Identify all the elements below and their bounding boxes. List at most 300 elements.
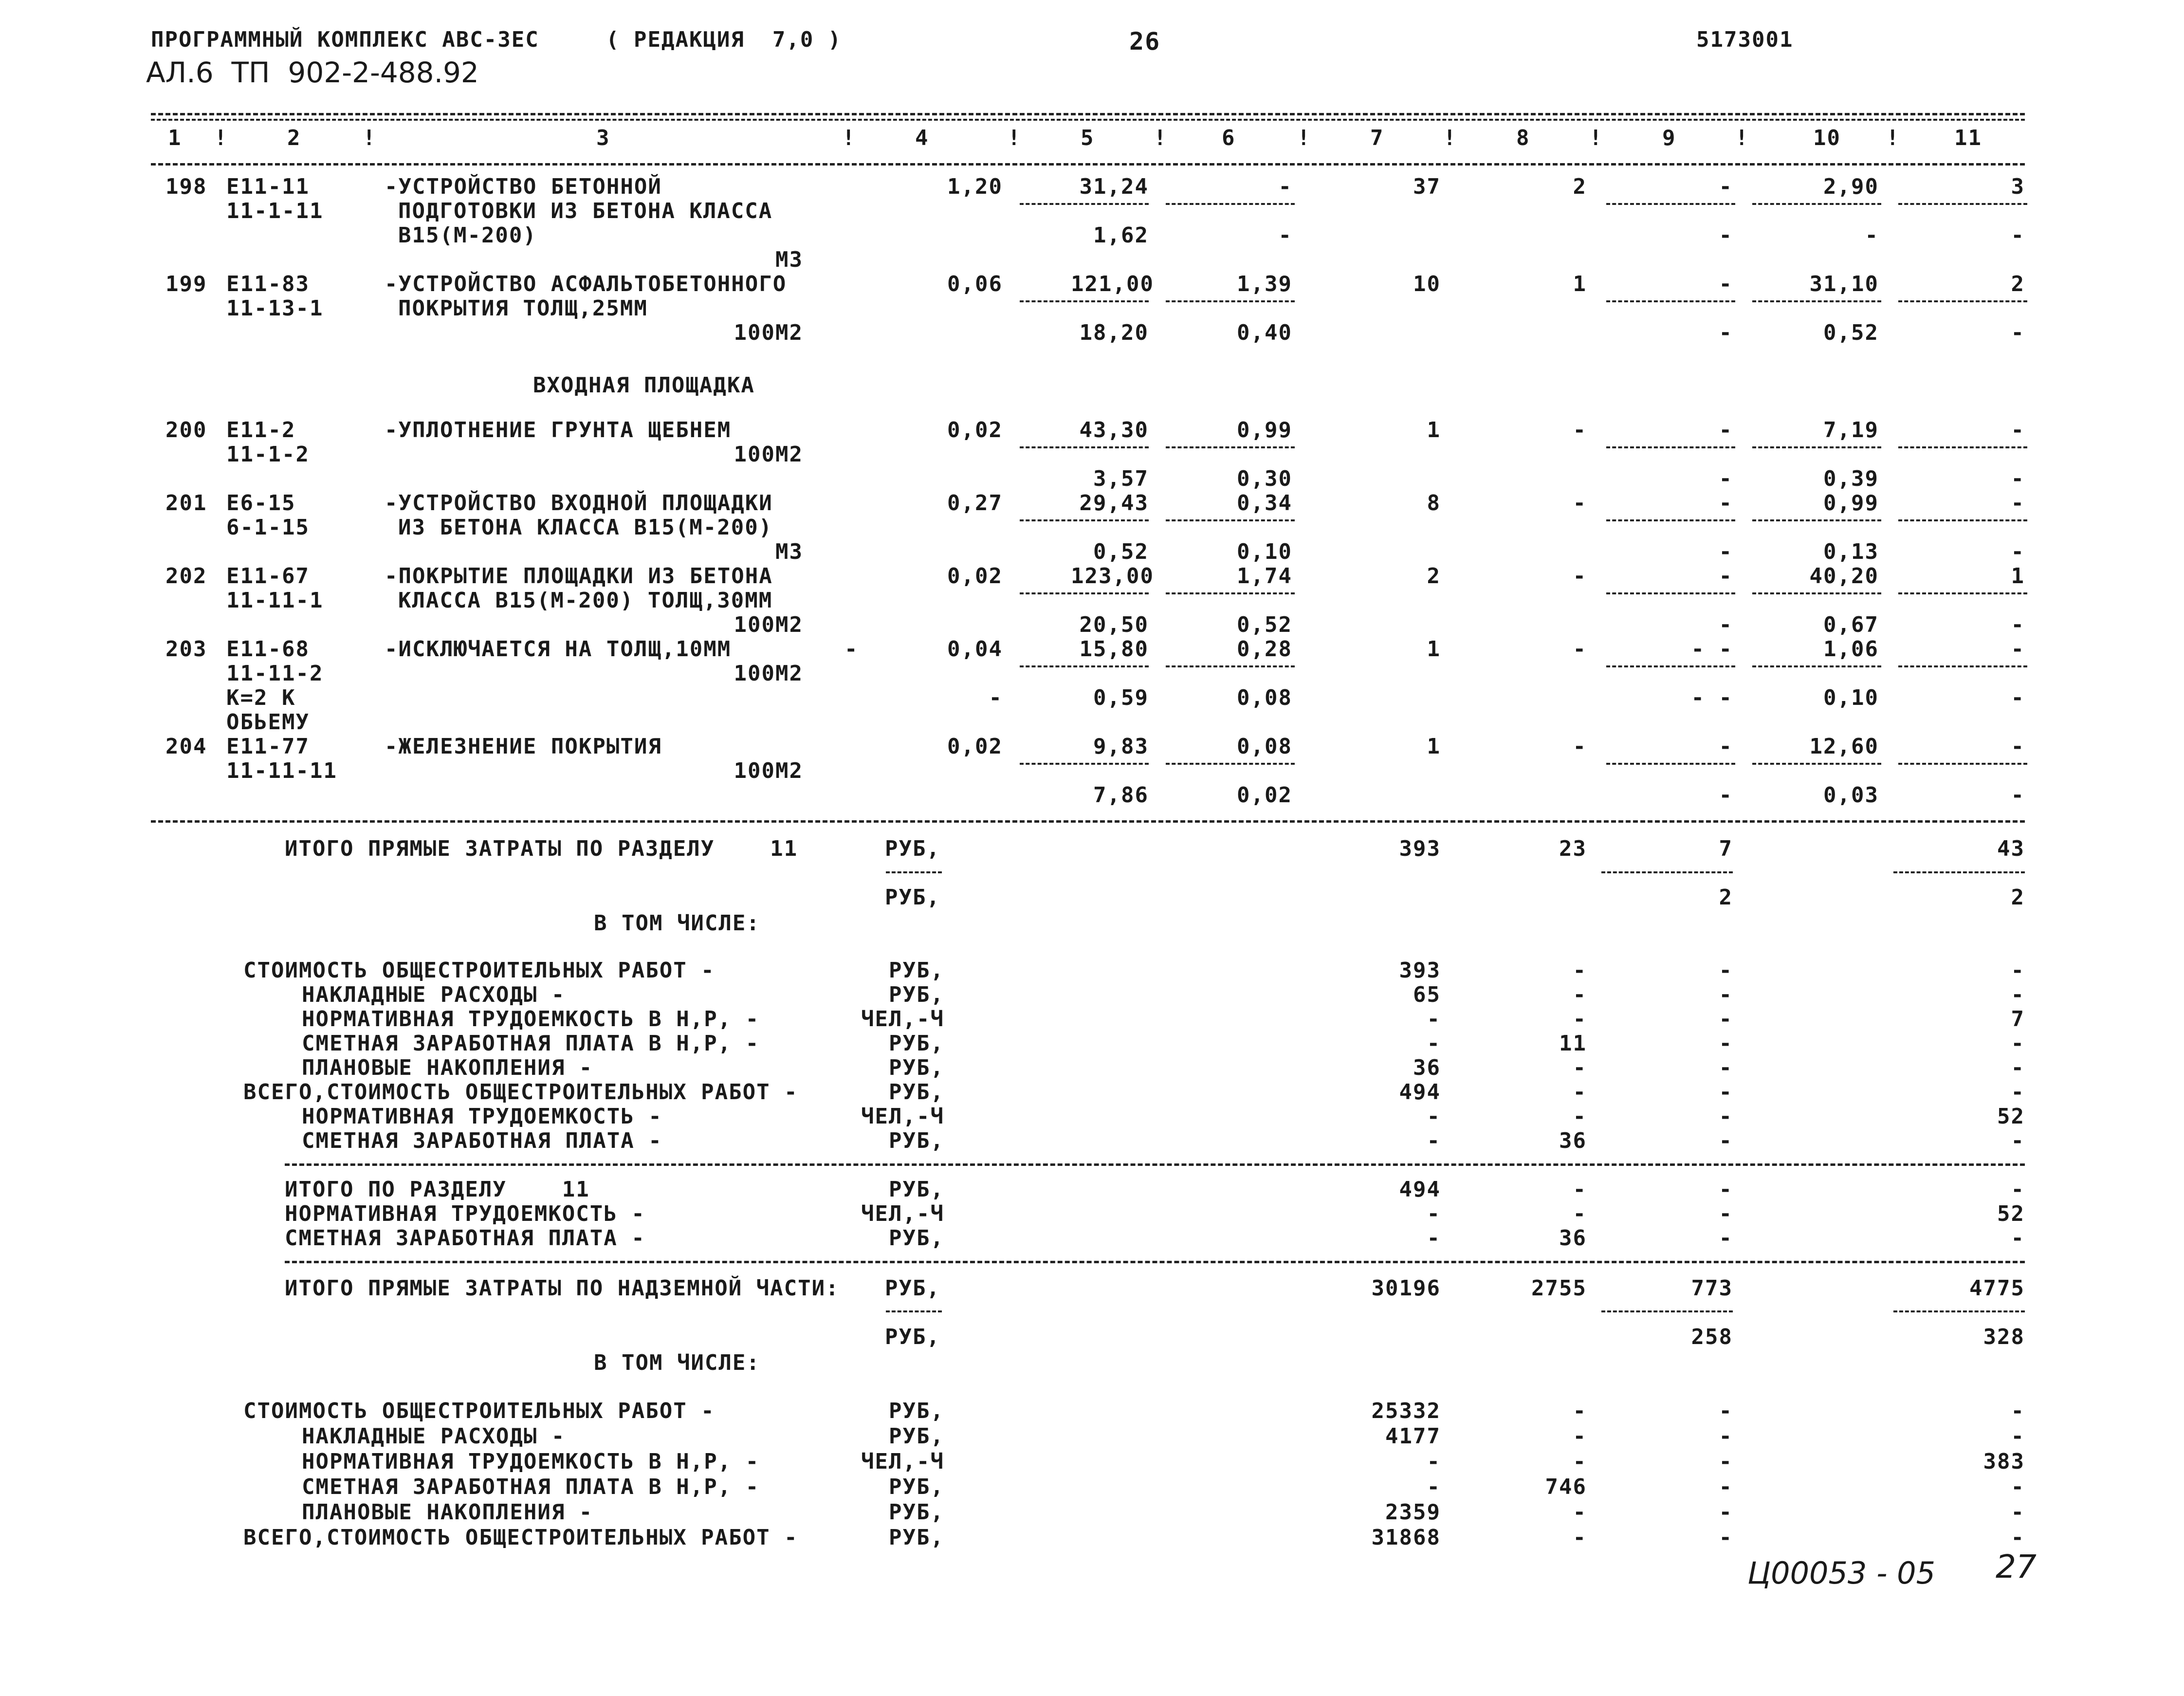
column-separator: !	[842, 126, 856, 150]
summary-col7: -	[1427, 1007, 1441, 1032]
item-col5: 9,83	[1093, 734, 1149, 759]
summary-col7: -	[1427, 1104, 1441, 1129]
item-sub-rule	[1898, 203, 2027, 205]
column-separator: !	[1735, 126, 1749, 150]
item-col8: 1	[1573, 272, 1587, 296]
above-ground-total-label: ИТОГО ПРЯМЫЕ ЗАТРАТЫ ПО НАДЗЕМНОЙ ЧАСТИ:	[285, 1276, 840, 1301]
item-sub-rule	[1020, 519, 1149, 521]
column-header-10: 10	[1813, 126, 1841, 150]
item-col8: -	[1573, 491, 1587, 516]
item-description: -УСТРОЙСТВО ВХОДНОЙ ПЛОЩАДКИ	[385, 491, 773, 516]
column-header-7: 7	[1370, 126, 1384, 150]
item-col5-b: 0,59	[1093, 685, 1149, 710]
item-col6-b: 0,52	[1237, 612, 1292, 637]
item-col11-b: -	[2011, 466, 2025, 491]
item-unit: 100М2	[734, 758, 803, 783]
item-col11-b: -	[2011, 783, 2025, 808]
summary-col11: -	[2011, 1226, 2025, 1251]
item-col10-b: 0,67	[1823, 612, 1879, 637]
column-header-5: 5	[1081, 126, 1095, 150]
item-col6: 1,39	[1237, 272, 1292, 296]
item-sub-rule	[1020, 592, 1149, 594]
item-code: 11-1-2	[226, 442, 310, 467]
summary-col11: -	[2011, 1055, 2025, 1080]
header-rule-top-2	[151, 119, 2025, 121]
column-separator: !	[1886, 126, 1900, 150]
summary-label: НАКЛАДНЫЕ РАСХОДЫ -	[302, 982, 566, 1007]
item-col11: -	[2011, 418, 2025, 442]
summary-label: НАКЛАДНЫЕ РАСХОДЫ -	[302, 1424, 566, 1449]
column-header-6: 6	[1222, 126, 1236, 150]
item-col10-b: 0,39	[1823, 466, 1879, 491]
summary-col7: 36	[1413, 1055, 1441, 1080]
above-ground-total-col11: 4775	[1969, 1276, 2025, 1301]
summary-unit: РУБ,	[889, 1226, 944, 1251]
summary-unit: ЧЕЛ,-Ч	[861, 1104, 944, 1129]
item-sub-rule	[1020, 300, 1149, 302]
item-unit: 100М2	[734, 442, 803, 467]
item-number: 201	[165, 491, 207, 516]
item-col9-b: - -	[1691, 685, 1733, 710]
item-col6: 0,34	[1237, 491, 1292, 516]
item-col10: 7,19	[1823, 418, 1879, 442]
above-ground-total-col9-b: 258	[1691, 1325, 1733, 1349]
summary-label: НОРМАТИВНАЯ ТРУДОЕМКОСТЬ -	[302, 1104, 662, 1129]
summary-col8: -	[1573, 1080, 1587, 1105]
summary-col11: 7	[2011, 1007, 2025, 1032]
summary-col7: 494	[1399, 1080, 1441, 1105]
summary-col11: 52	[1997, 1201, 2025, 1226]
item-col11: 2	[2011, 272, 2025, 296]
item-col6-b: 0,40	[1237, 320, 1292, 345]
summary-col11: -	[2011, 1177, 2025, 1202]
item-col9: -	[1719, 734, 1733, 759]
item-sub-rule	[1606, 592, 1735, 594]
summary-unit: РУБ,	[889, 1080, 944, 1105]
item-code: Е6-15	[226, 491, 296, 516]
item-col11-b: -	[2011, 685, 2025, 710]
item-col4: 0,06	[947, 272, 1003, 296]
summary-col11: 383	[1983, 1449, 2025, 1474]
summary-label: ПЛАНОВЫЕ НАКОПЛЕНИЯ -	[302, 1055, 593, 1080]
section-total-col9-b: 2	[1719, 885, 1733, 910]
header-rule-top	[151, 113, 2025, 115]
item-col9-b: -	[1719, 466, 1733, 491]
summary-col9: -	[1719, 1424, 1733, 1449]
item-col5-b: 20,50	[1079, 612, 1149, 637]
item-description: В15(М-200)	[398, 223, 537, 248]
summary-col8: -	[1573, 1104, 1587, 1129]
above-ground-total-col11-b: 328	[1983, 1325, 2025, 1349]
item-col9: -	[1719, 272, 1733, 296]
above-ground-total-col7: 30196	[1371, 1276, 1441, 1301]
item-col11-b: -	[2011, 612, 2025, 637]
item-col6: 0,99	[1237, 418, 1292, 442]
item-sub-rule	[1752, 592, 1881, 594]
column-separator: !	[214, 126, 228, 150]
footer-document-code: Ц00053 - 05	[1747, 1555, 1936, 1591]
item-number: 198	[165, 174, 207, 199]
item-unit: М3	[775, 247, 803, 272]
item-col6-b: 0,30	[1237, 466, 1292, 491]
item-sub-rule	[1606, 763, 1735, 765]
item-col10: 0,99	[1823, 491, 1879, 516]
summary-col9: -	[1719, 1525, 1733, 1550]
summary-unit: РУБ,	[889, 958, 944, 983]
above-ground-unit-rule	[886, 1310, 942, 1312]
revision-label: ( РЕДАКЦИЯ 7,0 )	[606, 27, 842, 52]
item-unit: М3	[775, 539, 803, 564]
item-sub-rule	[1606, 665, 1735, 667]
summary-col9: -	[1719, 1007, 1733, 1032]
summary-col9: -	[1719, 1080, 1733, 1105]
item-col11-b: -	[2011, 320, 2025, 345]
item-col10: 31,10	[1809, 272, 1879, 296]
item-sub-rule	[1898, 446, 2027, 448]
item-description: -УСТРОЙСТВО БЕТОННОЙ	[385, 174, 662, 199]
item-col6: -	[1278, 174, 1292, 199]
summary-col8: -	[1573, 1201, 1587, 1226]
item-code: 11-1-11	[226, 199, 324, 223]
item-col7: 2	[1427, 564, 1441, 589]
summary-label: СТОИМОСТЬ ОБЩЕСТРОИТЕЛЬНЫХ РАБОТ -	[243, 958, 715, 983]
header-rule-bottom	[151, 163, 2025, 166]
summary-col7: 4177	[1385, 1424, 1441, 1449]
summary-col8: -	[1573, 1177, 1587, 1202]
summary-col9: -	[1719, 1226, 1733, 1251]
item-code: Е11-77	[226, 734, 310, 759]
item-sub-rule	[1166, 665, 1295, 667]
item-col11-b: -	[2011, 539, 2025, 564]
item-col11: -	[2011, 637, 2025, 662]
section-total-col11-rule	[1893, 871, 2025, 873]
summary-col11: -	[2011, 1128, 2025, 1153]
item-col11: 1	[2011, 564, 2025, 589]
item-col7: 1	[1427, 734, 1441, 759]
summary-col7: -	[1427, 1226, 1441, 1251]
summary-col8: 746	[1545, 1475, 1587, 1499]
item-description: КЛАССА В15(М-200) ТОЛЩ,30ММ	[398, 588, 773, 613]
project-number: АЛ.6 ТП 902-2-488.92	[146, 56, 479, 89]
item-col6: 1,74	[1237, 564, 1292, 589]
item-description: -ПОКРЫТИЕ ПЛОЩАДКИ ИЗ БЕТОНА	[385, 564, 773, 589]
item-col8: -	[1573, 564, 1587, 589]
summary-col8: -	[1573, 1007, 1587, 1032]
summary-col11: -	[2011, 1500, 2025, 1525]
item-col9: -	[1719, 418, 1733, 442]
item-col4: 0,27	[947, 491, 1003, 516]
item-col5: 121,00	[1071, 272, 1154, 296]
summary-label: НОРМАТИВНАЯ ТРУДОЕМКОСТЬ В Н,Р, -	[302, 1007, 760, 1032]
summary-col8: -	[1573, 982, 1587, 1007]
above-ground-rule	[285, 1261, 2025, 1263]
item-sub-rule	[1606, 300, 1735, 302]
summary-col9: -	[1719, 1399, 1733, 1423]
section-total-unit: РУБ,	[885, 836, 940, 861]
item-code: 11-11-11	[226, 758, 337, 783]
item-col9: -	[1719, 174, 1733, 199]
summary-label: ИТОГО ПО РАЗДЕЛУ 11	[285, 1177, 590, 1202]
summary-label: НОРМАТИВНАЯ ТРУДОЕМКОСТЬ -	[285, 1201, 645, 1226]
item-sub-rule	[1020, 203, 1149, 205]
summary-col9: -	[1719, 1055, 1733, 1080]
summary-col9: -	[1719, 1031, 1733, 1056]
item-col8: -	[1573, 418, 1587, 442]
item-sub-rule	[1606, 519, 1735, 521]
column-separator: !	[1589, 126, 1603, 150]
item-number: 199	[165, 272, 207, 296]
summary-col7: -	[1427, 1128, 1441, 1153]
column-separator: !	[363, 126, 377, 150]
item-col10-b: 0,10	[1823, 685, 1879, 710]
item-col9-b: -	[1719, 320, 1733, 345]
item-col4: 0,02	[947, 734, 1003, 759]
section-total-label: ИТОГО ПРЯМЫЕ ЗАТРАТЫ ПО РАЗДЕЛУ 11	[285, 836, 798, 861]
item-minus-mark: -	[844, 637, 859, 662]
summary-col11: -	[2011, 1475, 2025, 1499]
program-title: ПРОГРАММНЫЙ КОМПЛЕКС АВС-3ЕС	[151, 27, 539, 52]
item-sub-rule	[1898, 592, 2027, 594]
item-col4-b: -	[989, 685, 1003, 710]
summary-unit: РУБ,	[889, 1424, 944, 1449]
column-header-2: 2	[287, 126, 301, 150]
item-col10-b: 0,52	[1823, 320, 1879, 345]
item-sub-rule	[1752, 300, 1881, 302]
summary-unit: РУБ,	[889, 1055, 944, 1080]
summary-col9: -	[1719, 982, 1733, 1007]
summary-col11: 52	[1997, 1104, 2025, 1129]
summary-label: СМЕТНАЯ ЗАРАБОТНАЯ ПЛАТА -	[302, 1128, 662, 1153]
section-total-col11: 43	[1997, 836, 2025, 861]
item-col9: - -	[1691, 637, 1733, 662]
summary-label: СМЕТНАЯ ЗАРАБОТНАЯ ПЛАТА -	[285, 1226, 645, 1251]
item-col6-b: 0,02	[1237, 783, 1292, 808]
item-description: ПОКРЫТИЯ ТОЛЩ,25ММ	[398, 296, 648, 321]
summary-unit: ЧЕЛ,-Ч	[861, 1449, 944, 1474]
summary-label: НОРМАТИВНАЯ ТРУДОЕМКОСТЬ В Н,Р, -	[302, 1449, 760, 1474]
item-col6-b: 0,10	[1237, 539, 1292, 564]
item-col6: 0,08	[1237, 734, 1292, 759]
item-sub-rule	[1166, 203, 1295, 205]
item-col10: 12,60	[1809, 734, 1879, 759]
item-col10: 2,90	[1823, 174, 1879, 199]
item-sub-rule	[1166, 446, 1295, 448]
above-ground-total-unit: РУБ,	[885, 1276, 940, 1301]
above-ground-col9-rule	[1601, 1310, 1733, 1312]
item-col10-b: 0,13	[1823, 539, 1879, 564]
item-col8: -	[1573, 734, 1587, 759]
above-ground-total-unit-2: РУБ,	[885, 1325, 940, 1349]
item-col10: 1,06	[1823, 637, 1879, 662]
section-total-rule	[151, 820, 2025, 823]
summary-label: СТОИМОСТЬ ОБЩЕСТРОИТЕЛЬНЫХ РАБОТ -	[243, 1399, 715, 1423]
column-separator: !	[1154, 126, 1168, 150]
item-unit: 100М2	[734, 320, 803, 345]
section-total-col9: 7	[1719, 836, 1733, 861]
item-sub-rule	[1752, 446, 1881, 448]
item-description: -ИСКЛЮЧАЕТСЯ НА ТОЛЩ,10ММ	[385, 637, 732, 662]
item-col10-b: 0,03	[1823, 783, 1879, 808]
item-col7: 10	[1413, 272, 1441, 296]
summary-col7: -	[1427, 1031, 1441, 1056]
column-separator: !	[1443, 126, 1457, 150]
summary-col11: -	[2011, 958, 2025, 983]
summary-unit: ЧЕЛ,-Ч	[861, 1007, 944, 1032]
summary-col8: -	[1573, 1399, 1587, 1423]
item-code: 11-11-1	[226, 588, 324, 613]
item-col5: 29,43	[1079, 491, 1149, 516]
item-col6-b: 0,08	[1237, 685, 1292, 710]
summary-col7: 65	[1413, 982, 1441, 1007]
item-sub-rule	[1752, 665, 1881, 667]
item-col9: -	[1719, 564, 1733, 589]
item-sub-rule	[1166, 519, 1295, 521]
item-sub-rule	[1898, 763, 2027, 765]
item-col5-b: 3,57	[1093, 466, 1149, 491]
item-col4: 0,02	[947, 564, 1003, 589]
summary-col8: -	[1573, 1424, 1587, 1449]
item-col10-b: -	[1865, 223, 1879, 248]
item-code: 11-11-2	[226, 661, 324, 686]
above-ground-total-col9: 773	[1691, 1276, 1733, 1301]
item-sub-rule	[1898, 519, 2027, 521]
item-sub-rule	[1020, 763, 1149, 765]
item-sub-rule	[1020, 665, 1149, 667]
summary-col7: -	[1427, 1449, 1441, 1474]
including-label-2: В ТОМ ЧИСЛЕ:	[594, 1350, 760, 1375]
item-col11-b: -	[2011, 223, 2025, 248]
column-header-3: 3	[596, 126, 610, 150]
item-code: Е11-67	[226, 564, 310, 589]
summary-unit: ЧЕЛ,-Ч	[861, 1201, 944, 1226]
item-number: 202	[165, 564, 207, 589]
footer-sheet-number: 27	[1996, 1548, 2037, 1585]
column-header-4: 4	[915, 126, 929, 150]
document-code: 5173001	[1696, 27, 1794, 52]
item-col5-b: 18,20	[1079, 320, 1149, 345]
section-total-col11-b: 2	[2011, 885, 2025, 910]
section-result-rule	[285, 1163, 2025, 1166]
summary-col8: 36	[1559, 1128, 1587, 1153]
column-header-1: 1	[168, 126, 182, 150]
summary-unit: РУБ,	[889, 1177, 944, 1202]
summary-col8: -	[1573, 1449, 1587, 1474]
item-sub-rule	[1898, 665, 2027, 667]
column-separator: !	[1008, 126, 1022, 150]
summary-col8: -	[1573, 1500, 1587, 1525]
item-sub-rule	[1020, 446, 1149, 448]
item-col8: 2	[1573, 174, 1587, 199]
summary-unit: РУБ,	[889, 982, 944, 1007]
section-total-unit-2: РУБ,	[885, 885, 940, 910]
item-code: Е11-11	[226, 174, 310, 199]
summary-col7: -	[1427, 1201, 1441, 1226]
summary-unit: РУБ,	[889, 1031, 944, 1056]
item-code: ОБЬЕМУ	[226, 710, 310, 735]
item-col7: 8	[1427, 491, 1441, 516]
section-total-col7: 393	[1399, 836, 1441, 861]
item-col9-b: -	[1719, 783, 1733, 808]
item-unit: 100М2	[734, 661, 803, 686]
summary-col7: 31868	[1371, 1525, 1441, 1550]
column-header-11: 11	[1954, 126, 1982, 150]
summary-label: ПЛАНОВЫЕ НАКОПЛЕНИЯ -	[302, 1500, 593, 1525]
item-sub-rule	[1606, 203, 1735, 205]
summary-col8: -	[1573, 1525, 1587, 1550]
item-col7: 1	[1427, 637, 1441, 662]
item-description: -УПЛОТНЕНИЕ ГРУНТА ЩЕБНЕМ	[385, 418, 732, 442]
summary-col8: 11	[1559, 1031, 1587, 1056]
item-unit: 100М2	[734, 612, 803, 637]
item-description: ИЗ БЕТОНА КЛАССА В15(М-200)	[398, 515, 773, 540]
summary-unit: РУБ,	[889, 1475, 944, 1499]
item-col5: 31,24	[1079, 174, 1149, 199]
item-number: 203	[165, 637, 207, 662]
summary-col11: -	[2011, 1031, 2025, 1056]
summary-col9: -	[1719, 1449, 1733, 1474]
item-code: Е11-83	[226, 272, 310, 296]
summary-col9: -	[1719, 1104, 1733, 1129]
summary-col11: -	[2011, 1080, 2025, 1105]
item-col5: 123,00	[1071, 564, 1154, 589]
item-col8: -	[1573, 637, 1587, 662]
item-sub-rule	[1752, 519, 1881, 521]
summary-col7: -	[1427, 1475, 1441, 1499]
item-col11: -	[2011, 491, 2025, 516]
summary-col8: -	[1573, 958, 1587, 983]
item-col7: 1	[1427, 418, 1441, 442]
page-number: 26	[1129, 27, 1161, 55]
item-col5-b: 0,52	[1093, 539, 1149, 564]
section-total-unit-rule	[886, 871, 942, 873]
item-col9: -	[1719, 491, 1733, 516]
item-sub-rule	[1166, 300, 1295, 302]
item-col5-b: 1,62	[1093, 223, 1149, 248]
column-header-8: 8	[1516, 126, 1530, 150]
above-ground-col11-rule	[1893, 1310, 2025, 1312]
summary-col7: 494	[1399, 1177, 1441, 1202]
summary-col7: 393	[1399, 958, 1441, 983]
summary-unit: РУБ,	[889, 1128, 944, 1153]
summary-col7: 2359	[1385, 1500, 1441, 1525]
item-sub-rule	[1606, 446, 1735, 448]
summary-col9: -	[1719, 1500, 1733, 1525]
summary-unit: РУБ,	[889, 1500, 944, 1525]
summary-col11: -	[2011, 1399, 2025, 1423]
item-sub-rule	[1752, 203, 1881, 205]
column-header-9: 9	[1662, 126, 1676, 150]
item-col4: 0,04	[947, 637, 1003, 662]
summary-label: СМЕТНАЯ ЗАРАБОТНАЯ ПЛАТА В Н,Р, -	[302, 1475, 760, 1499]
summary-col9: -	[1719, 1128, 1733, 1153]
column-separator: !	[1297, 126, 1311, 150]
item-col5: 15,80	[1079, 637, 1149, 662]
item-code: Е11-68	[226, 637, 310, 662]
item-col7: 37	[1413, 174, 1441, 199]
item-code: Е11-2	[226, 418, 296, 442]
summary-col9: -	[1719, 1177, 1733, 1202]
summary-col11: -	[2011, 1525, 2025, 1550]
item-description: -УСТРОЙСТВО АСФАЛЬТОБЕТОННОГО	[385, 272, 787, 296]
section-total-col9-rule	[1601, 871, 1733, 873]
item-col9-b: -	[1719, 223, 1733, 248]
summary-col11: -	[2011, 1424, 2025, 1449]
summary-label: ВСЕГО,СТОИМОСТЬ ОБЩЕСТРОИТЕЛЬНЫХ РАБОТ -	[243, 1080, 798, 1105]
item-code: 11-13-1	[226, 296, 324, 321]
summary-col9: -	[1719, 1201, 1733, 1226]
item-sub-rule	[1898, 300, 2027, 302]
item-description: -ЖЕЛЕЗНЕНИЕ ПОКРЫТИЯ	[385, 734, 662, 759]
